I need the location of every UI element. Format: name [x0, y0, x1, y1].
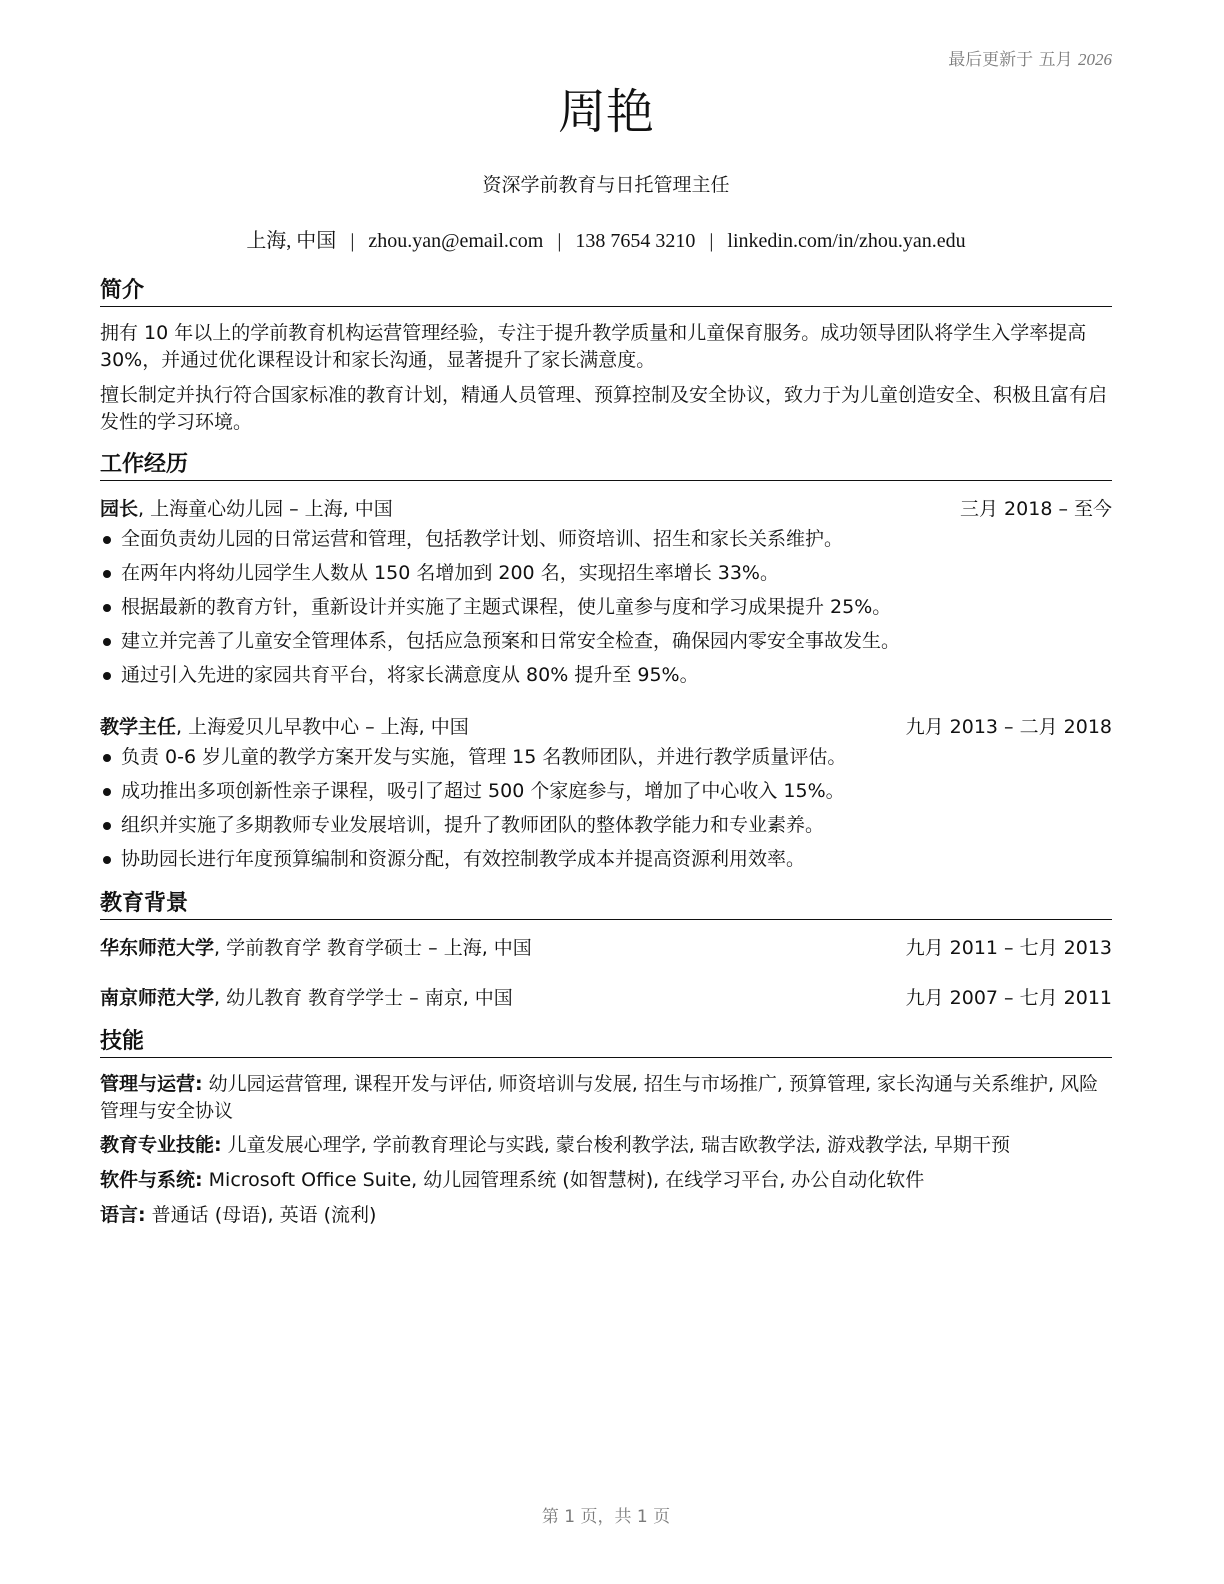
- contact-separator: |: [557, 230, 562, 252]
- skill-value: 幼儿园运营管理, 课程开发与评估, 师资培训与发展, 招生与市场推广, 预算管理, 家长沟通与关系维护, 风险管理与安全协议: [100, 1073, 1099, 1122]
- experience-bullet: 负责 0-6 岁儿童的教学方案开发与实施，管理 15 名教师团队，并进行教学质量评估。: [100, 740, 1112, 774]
- experience-bullets: [100, 740, 1112, 876]
- contact-email[interactable]: zhou.yan@email.com: [368, 230, 544, 252]
- skill-value: 普通话 (母语), 英语 (流利): [145, 1204, 377, 1226]
- education-entry-title: [100, 985, 513, 1011]
- skill-label: 软件与系统:: [100, 1169, 203, 1191]
- education-school: 南京师范大学: [100, 987, 215, 1009]
- contact-location: 上海, 中国: [246, 230, 337, 252]
- contact-linkedin[interactable]: linkedin.com/in/zhou.yan.edu: [727, 230, 966, 252]
- skill-label: 教育专业技能:: [100, 1134, 222, 1156]
- skill-label: 管理与运营:: [100, 1073, 203, 1095]
- skill-row: [100, 1132, 1112, 1159]
- experience-bullet: 根据最新的教育方针，重新设计并实施了主题式课程，使儿童参与度和学习成果提升 25%。: [100, 590, 1112, 624]
- education-school: 华东师范大学: [100, 937, 215, 959]
- experience-bullet: 通过引入先进的家园共育平台，将家长满意度从 80% 提升至 95%。: [100, 658, 1112, 692]
- education-entry: [100, 935, 1112, 961]
- last-updated-year: 2026: [1078, 50, 1112, 69]
- experience-dates: 三月 2018 – 至今: [960, 498, 1112, 520]
- section-title-education: 教育背景: [100, 891, 1112, 920]
- experience-bullet: 协助园长进行年度预算编制和资源分配，有效控制教学成本并提高资源利用效率。: [100, 842, 1112, 876]
- skill-row: [100, 1167, 1112, 1194]
- skill-value: Microsoft Office Suite, 幼儿园管理系统 (如智慧树), 在线学习平台, 办公自动化软件: [202, 1169, 925, 1191]
- experience-entry-header: [100, 496, 1112, 522]
- skill-row: [100, 1202, 1112, 1229]
- summary-paragraph: 擅长制定并执行符合国家标准的教育计划，精通人员管理、预算控制及安全协议，致力于为儿童创造安全、积极且富有启发性的学习环境。: [100, 384, 1108, 433]
- last-updated-prefix: 最后更新于 五月: [948, 50, 1078, 70]
- contact-phone: 138 7654 3210: [575, 230, 696, 252]
- contact-line: [100, 224, 1112, 253]
- experience-entry-title: [100, 714, 469, 740]
- education-dates: 九月 2011 – 七月 2013: [905, 937, 1112, 959]
- education-detail: , 幼儿教育 教育学学士 – 南京, 中国: [214, 987, 513, 1009]
- candidate-headline: 资深学前教育与日托管理主任: [482, 174, 730, 196]
- experience-dates: 九月 2013 – 二月 2018: [905, 716, 1112, 738]
- education-dates: 九月 2007 – 七月 2011: [905, 987, 1112, 1009]
- section-title-experience: 工作经历: [100, 452, 1112, 481]
- skill-row: [100, 1071, 1112, 1125]
- contact-separator: |: [709, 230, 714, 252]
- last-updated: [948, 45, 1112, 70]
- experience-role: 园长: [100, 498, 139, 520]
- skill-label: 语言:: [100, 1204, 146, 1226]
- experience-bullet: 成功推出多项创新性亲子课程，吸引了超过 500 个家庭参与，增加了中心收入 15%。: [100, 774, 1112, 808]
- experience-bullet: 在两年内将幼儿园学生人数从 150 名增加到 200 名，实现招生率增长 33%。: [100, 556, 1112, 590]
- summary-paragraph: 拥有 10 年以上的学前教育机构运营管理经验，专注于提升教学质量和儿童保育服务。成功领导团队将学生入学率提高 30%，并通过优化课程设计和家长沟通，显著提升了家长满意度。: [100, 322, 1087, 371]
- section-title-summary: 简介: [100, 278, 1112, 307]
- section-title-skills: 技能: [100, 1029, 1112, 1058]
- education-entry-title: [100, 935, 532, 961]
- experience-org: , 上海童心幼儿园 – 上海, 中国: [138, 498, 393, 520]
- experience-bullet: 全面负责幼儿园的日常运营和管理，包括教学计划、师资培训、招生和家长关系维护。: [100, 522, 1112, 556]
- education-detail: , 学前教育学 教育学硕士 – 上海, 中国: [214, 937, 532, 959]
- experience-entry-title: [100, 496, 393, 522]
- experience-bullet: 建立并完善了儿童安全管理体系，包括应急预案和日常安全检查，确保园内零安全事故发生。: [100, 624, 1112, 658]
- skill-value: 儿童发展心理学, 学前教育理论与实践, 蒙台梭利教学法, 瑞吉欧教学法, 游戏教学法, 早期干预: [221, 1134, 1011, 1156]
- experience-org: , 上海爱贝儿早教中心 – 上海, 中国: [176, 716, 469, 738]
- resume-page: [100, 0, 1112, 1584]
- experience-bullets: [100, 522, 1112, 692]
- experience-role: 教学主任: [100, 716, 177, 738]
- candidate-name: 周艳: [557, 84, 654, 140]
- experience-entry-header: [100, 714, 1112, 740]
- contact-separator: |: [350, 230, 355, 252]
- experience-bullet: 组织并实施了多期教师专业发展培训，提升了教师团队的整体教学能力和专业素养。: [100, 808, 1112, 842]
- page-number: 第 1 页，共 1 页: [541, 1507, 671, 1527]
- education-entry: [100, 985, 1112, 1011]
